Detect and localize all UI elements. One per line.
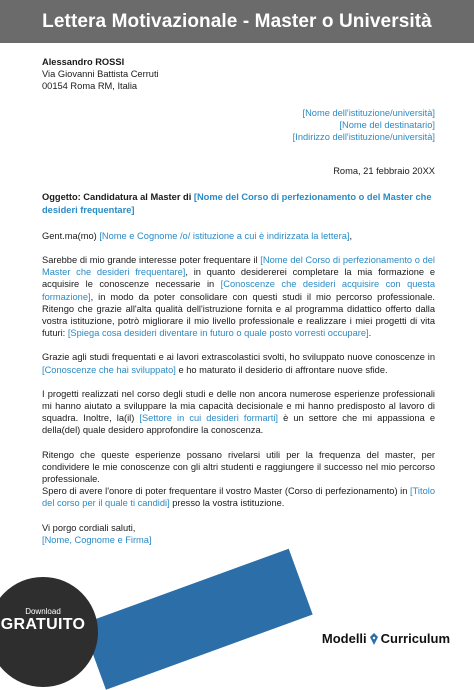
paragraph-1-text-4: . — [368, 328, 372, 339]
brand-name-part2: Curriculum — [380, 631, 450, 646]
subject-placeholder: [Nome del Corso di perfezionamento o del Master che desideri frequentare] — [42, 192, 432, 215]
header-bar — [0, 0, 474, 43]
paragraph-1-placeholder-3: [Spiega cosa desideri diventare in futuro o quale posto vorresti occupare] — [67, 328, 369, 339]
paragraph-4 — [42, 449, 435, 486]
sender-block — [42, 56, 435, 93]
sender-address-line2: 00154 Roma RM, Italia — [42, 81, 138, 92]
document-title: Lettera Motivazionale - Master o Università — [42, 10, 432, 32]
greeting — [42, 230, 435, 242]
sender-name: Alessandro ROSSI — [42, 57, 125, 67]
greeting-placeholder: [Nome e Cognome /o/ istituzione a cui è indirizzata la lettera] — [99, 230, 350, 241]
paragraph-2-placeholder-1: [Conoscenze che hai sviluppato] — [42, 364, 176, 375]
paragraph-1 — [42, 254, 435, 339]
closing-block — [42, 522, 435, 546]
recipient-block — [42, 107, 435, 144]
brand-name-part1: Modelli — [321, 631, 367, 646]
closing-salutation: Vi porgo cordiali saluti, — [42, 522, 136, 533]
pen-icon — [369, 633, 379, 645]
letter-body — [42, 56, 435, 546]
recipient-name: [Nome del destinatario] — [339, 119, 435, 130]
paragraph-5 — [42, 485, 435, 509]
greeting-suffix: , — [349, 230, 353, 241]
download-badge-label: Download — [25, 607, 61, 616]
decorative-stripe — [82, 549, 313, 690]
recipient-address: [Indirizzo dell'istituzione/università] — [292, 132, 435, 143]
paragraph-1-text-1: Sarebbe di mio grande interesse poter frequentare il — [42, 255, 261, 266]
sender-address-line1: Via Giovanni Battista Cerruti — [42, 69, 159, 80]
paragraph-4-text-1: Ritengo che queste esperienze possano rivelarsi utili per la frequenza del master, per condividere le mie conoscenze con gli altri studenti e raggiungere il successo nel mio percorso professionale. — [42, 449, 435, 485]
paragraph-1-placeholder-2: [Conoscenze che desideri acquisire con questa formazione] — [42, 279, 435, 302]
download-badge[interactable] — [0, 577, 98, 687]
download-badge-free: GRATUITO — [0, 616, 86, 633]
letter-date: Roma, 21 febbraio 20XX — [333, 166, 435, 177]
paragraph-5-placeholder-1: [Titolo del corso per il quale ti candidi] — [42, 486, 435, 509]
subject-line — [42, 191, 435, 215]
paragraph-2 — [42, 351, 435, 375]
greeting-prefix: Gent.ma(mo) — [42, 230, 100, 241]
paragraph-1-text-2: , in quanto desidererei completare la mia formazione e acquisire le conoscenze necessarie in — [42, 267, 436, 290]
paragraph-5-text-1: Spero di avere l'onore di poter frequentare il vostro Master (Corso di perfezionamento) in — [42, 486, 411, 497]
paragraph-2-text-2: e ho maturato il desiderio di affrontare nuove sfide. — [175, 364, 388, 375]
paragraph-3-placeholder-1: [Settore in cui desideri formarti] — [139, 413, 279, 424]
paragraph-5-text-2: presso la vostra istituzione. — [169, 498, 285, 509]
paragraph-1-placeholder-1: [Nome del Corso di perfezionamento o del Master che desideri frequentare] — [42, 255, 435, 278]
paragraph-3 — [42, 388, 435, 437]
brand-logo — [322, 631, 450, 646]
paragraph-3-text-2: è un settore che mi appassiona e della(del) quale desidero approfondire la conoscenza. — [42, 413, 435, 436]
paragraph-2-text-1: Grazie agli studi frequentati e ai lavori extrascolastici svolti, ho sviluppato nuove conoscenze in — [42, 352, 435, 363]
signature-placeholder: [Nome, Cognome e Firma] — [42, 534, 152, 545]
subject-prefix: Oggetto: Candidatura al Master di — [42, 192, 194, 203]
paragraph-3-text-1: I progetti realizzati nel corso degli studi e delle non ancora numerose esperienze professionali mi hanno aiutato a sviluppare la mia capacità decisionale e mi hanno predisposto al lavoro di squadra. Inoltre, la(il) — [42, 388, 435, 424]
recipient-institution: [Nome dell'istituzione/università] — [302, 107, 435, 118]
paragraph-1-text-3: , in modo da poter consolidare con questi studi il mio percorso professionale. Ritengo che grazie all'alta qualità dell'istruzione fornita e al programma didattico offerto dalla vostra istituzione, potrò migliorare il mio livello professionale e realizzare i miei progetti di vita futuri: — [42, 291, 435, 339]
